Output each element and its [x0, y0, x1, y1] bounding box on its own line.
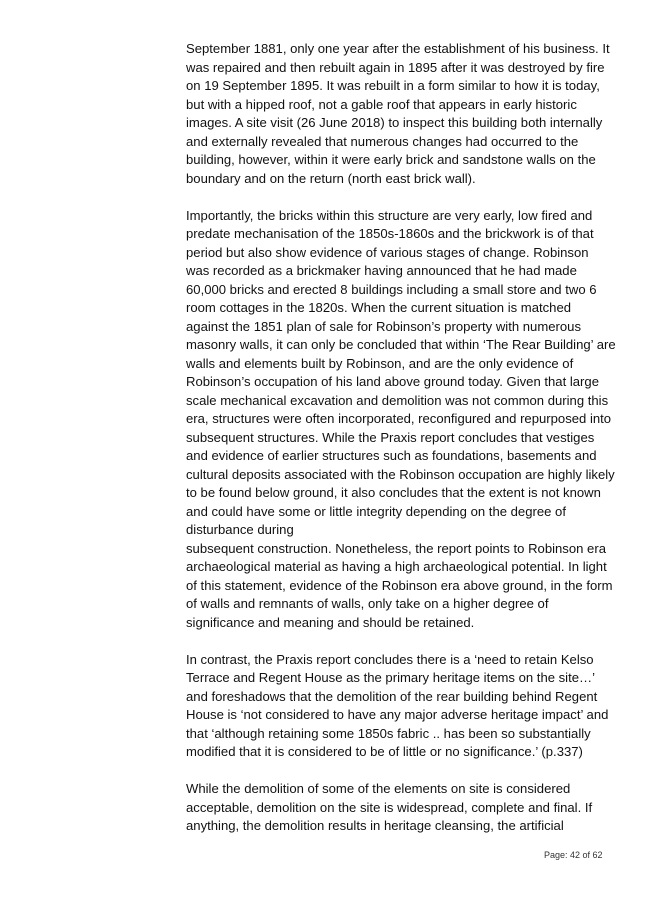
paragraph-3 [186, 651, 609, 762]
text-line: While the demolition of some of the elements on site is considered [186, 781, 571, 796]
paragraph-2 [186, 207, 616, 633]
text-line: disturbance during [186, 522, 294, 537]
text-line: building, however, within it were early brick and sandstone walls on the [186, 152, 596, 167]
text-line: of this statement, evidence of the Robinson era above ground, in the form [186, 577, 613, 593]
page-number: Page: 42 of 62 [544, 850, 603, 860]
text-line: predate mechanisation of the 1850s-1860s and the brickwork is of that [186, 226, 594, 241]
text-line: boundary and on the return (north east brick wall). [186, 170, 476, 186]
text-line: on 19 September 1895. It was rebuilt in a form similar to how it is today, [186, 78, 600, 93]
text-line: subsequent structures. While the Praxis report concludes that vestiges [186, 429, 595, 445]
text-line: Terrace and Regent House as the primary heritage items on the site…’ [186, 670, 596, 685]
text-line: that ‘although retaining some 1850s fabric .. has been so substantially [186, 725, 591, 741]
text-line: and evidence of earlier structures such as foundations, basements and [186, 448, 597, 463]
text-line: was recorded as a brickmaker having announced that he had made [186, 263, 577, 278]
text-line: images. A site visit (26 June 2018) to inspect this building both internally [186, 115, 603, 130]
text-line: September 1881, only one year after the establishment of his business. It [186, 41, 610, 56]
text-line: period but also show evidence of various stages of change. Robinson [186, 244, 589, 260]
text-line: acceptable, demolition on the site is widespread, complete and final. If [186, 799, 593, 815]
paragraph-4 [186, 780, 606, 836]
text-line: anything, the demolition results in heritage cleansing, the artificial [186, 818, 564, 833]
text-line: but with a hipped roof, not a gable roof that appears in early historic [186, 96, 577, 112]
text-line: of walls and remnants of walls, only take on a higher degree of [186, 596, 549, 611]
text-line: House is ‘not considered to have any major adverse heritage impact’ and [186, 707, 609, 722]
text-line: 60,000 bricks and erected 8 buildings including a small store and two 6 [186, 281, 597, 297]
text-line: walls and elements built by Robinson, and are the only evidence of [186, 355, 574, 371]
text-line: and externally revealed that numerous changes had occurred to the [186, 133, 579, 149]
text-line: against the 1851 plan of sale for Robinson’s property with numerous [186, 318, 581, 334]
text-line: room cottages in the 1820s. When the current situation is matched [186, 300, 572, 315]
text-line: scale mechanical excavation and demolition was not common during this [186, 392, 609, 408]
body-text [186, 40, 616, 854]
paragraph-1 [186, 40, 610, 188]
text-line: to be found below ground, it also concludes that the extent is not known [186, 485, 601, 500]
text-line: and foreshadows that the demolition of the rear building behind Regent [186, 688, 598, 704]
text-line: subsequent construction. Nonetheless, the report points to Robinson era [186, 540, 606, 556]
text-line: era, structures were often incorporated, reconfigured and repurposed into [186, 411, 612, 426]
text-line: masonry walls, it can only be concluded that within ‘The Rear Building’ are [186, 337, 616, 352]
text-line: Importantly, the bricks within this structure are very early, low fired and [186, 207, 593, 223]
text-line: cultural deposits associated with the Robinson occupation are highly likely [186, 466, 615, 482]
text-line: modified that it is considered to be of little or no significance.’ (p.337) [186, 744, 583, 759]
text-line: Robinson’s occupation of his land above ground today. Given that large [186, 374, 599, 389]
text-line: was repaired and then rebuilt again in 1895 after it was destroyed by fire [186, 59, 605, 75]
text-line: and could have some or little integrity depending on the degree of [186, 503, 566, 519]
text-line: archaeological material as having a high archaeological potential. In light [186, 559, 607, 574]
text-line: significance and meaning and should be retained. [186, 614, 475, 630]
text-line: In contrast, the Praxis report concludes there is a ‘need to retain Kelso [186, 651, 594, 667]
